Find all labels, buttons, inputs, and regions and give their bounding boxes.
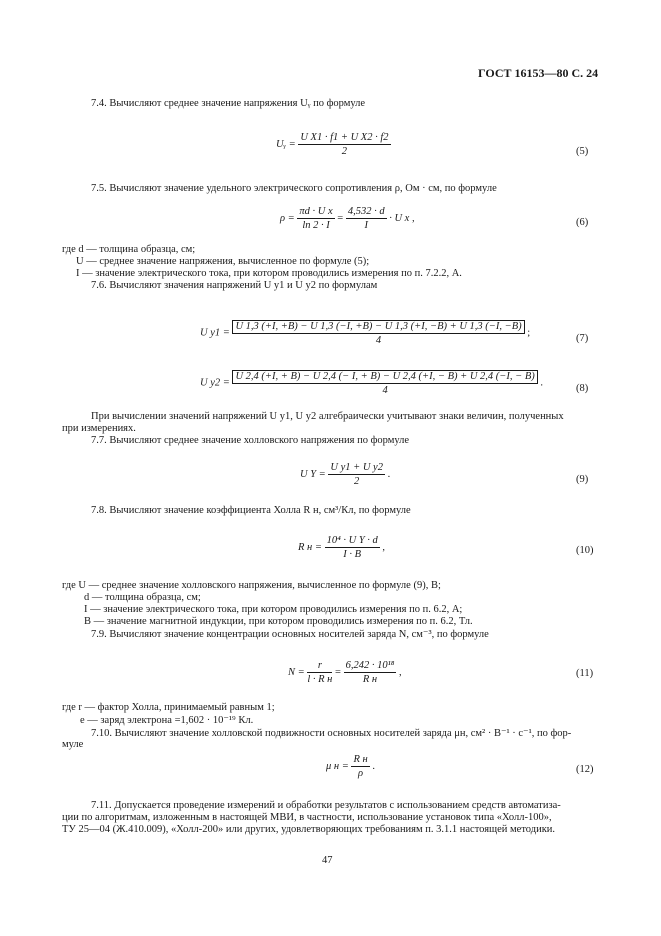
formula-8-denominator: 4 xyxy=(382,385,388,396)
formula-8-numerator: U 2,4 (+I, + B) − U 2,4 (− I, + B) − U 2,4 (+I, − B) + U 2,4 (−I, − B) xyxy=(232,370,537,384)
formula-9-denominator: 2 xyxy=(354,476,360,487)
paragraph-calc-line-1: При вычислении значений напряжений U y1, U y2 алгебраически учитывают знаки величин, полученных xyxy=(91,411,564,422)
paragraph-7-11-line-1: 7.11. Допускается проведение измерений и обработки результатов с использованием средств автоматиза- xyxy=(91,800,561,811)
equation-number-5: (5) xyxy=(576,146,589,157)
formula-9-numerator: U y1 + U y2 xyxy=(330,462,383,473)
where-list-2-line-3: I — значение электрического тока, при котором проводились измерения по п. 6.2, А; xyxy=(84,604,463,615)
page-number: 47 xyxy=(322,855,333,866)
page-header: ГОСТ 16153—80 С. 24 xyxy=(478,66,599,80)
formula-10-lhs: R н = xyxy=(298,541,322,553)
formula-12-numerator: R н xyxy=(353,754,368,765)
equation-number-6: (6) xyxy=(576,217,589,228)
formula-8-tail: . xyxy=(540,377,543,389)
where-list-3-line-1: где r — фактор Холла, принимаемый равным 1; xyxy=(62,702,275,713)
formula-6-denominator-2: I xyxy=(364,220,368,231)
paragraph-7-4: 7.4. Вычисляют среднее значение напряжения Uᵧ по формуле xyxy=(91,98,366,109)
formula-7-tail: ; xyxy=(527,327,531,339)
paragraph-7-10-line-1: 7.10. Вычисляют значение холловской подвижности основных носителей заряда μн, см² · В⁻¹ · с⁻¹, по фор- xyxy=(91,728,572,739)
formula-10-denominator: I · B xyxy=(343,549,362,560)
formula-10-numerator: 10⁴ · U Y · d xyxy=(326,535,378,546)
formula-6-fraction-2 xyxy=(346,206,387,231)
where-list-1-line-2: U — среднее значение напряжения, вычисленное по формуле (5); xyxy=(76,256,370,267)
formula-11-tail: , xyxy=(399,666,402,678)
formula-9-fraction xyxy=(328,462,385,487)
equation-number-9: (9) xyxy=(576,474,589,485)
formula-11 xyxy=(288,660,402,685)
equation-number-12: (12) xyxy=(576,764,594,775)
formula-6-tail: · U x , xyxy=(389,212,415,224)
equation-number-11: (11) xyxy=(576,668,594,679)
formula-11-fraction-2 xyxy=(344,660,397,685)
formula-12-tail: . xyxy=(372,760,375,772)
formula-12-fraction xyxy=(351,754,369,779)
formula-12 xyxy=(326,754,375,779)
formula-5-denominator: 2 xyxy=(341,146,348,157)
paragraph-7-11-line-3: ТУ 25—04 (Ж.410.009), «Холл-200» или других, удовлетворяющих требованиям п. 3.1.1 настоящей методики. xyxy=(62,824,556,835)
formula-7-denominator: 4 xyxy=(375,335,382,346)
where-list-2-line-4: B — значение магнитной индукции, при котором проводились измерения по п. 6.2, Тл. xyxy=(84,616,473,627)
formula-6-denominator-1: ln 2 · I xyxy=(302,220,330,231)
paragraph-7-9: 7.9. Вычисляют значение концентрации основных носителей заряда N, см⁻³, по формуле xyxy=(91,629,489,640)
formula-10-fraction xyxy=(325,535,380,560)
where-list-3-line-2: e — заряд электрона =1,602 · 10⁻¹⁹ Кл. xyxy=(80,715,254,726)
formula-9 xyxy=(300,462,390,487)
paragraph-7-10-line-2: муле xyxy=(62,739,84,750)
formula-6-numerator-1: πd · U x xyxy=(299,206,333,217)
where-list-2-line-1: где U — среднее значение холловского напряжения, вычисленное по формуле (9), В; xyxy=(62,580,441,591)
formula-11-denominator-1: l · R н xyxy=(307,674,333,685)
formula-6 xyxy=(280,206,415,231)
formula-8 xyxy=(200,370,543,396)
formula-12-lhs: μ н = xyxy=(326,760,349,772)
formula-6-equals: = xyxy=(337,212,344,224)
formula-9-tail: . xyxy=(387,468,391,480)
where-list-1-line-1: где d — толщина образца, см; xyxy=(62,244,196,255)
formula-8-fraction xyxy=(232,370,537,396)
formula-7-numerator: U 1,3 (+I, +B) − U 1,3 (−I, +B) − U 1,3 (+I, −B) + U 1,3 (−I, −B) xyxy=(232,320,524,334)
formula-5-lhs: Uᵧ = xyxy=(276,138,296,150)
formula-7 xyxy=(200,320,530,346)
equation-number-7: (7) xyxy=(576,333,589,344)
formula-10 xyxy=(298,535,385,560)
formula-5-fraction xyxy=(298,132,390,157)
paragraph-7-6: 7.6. Вычисляют значения напряжений U y1 и U y2 по формулам xyxy=(91,280,378,291)
formula-12-denominator: ρ xyxy=(358,768,364,779)
paragraph-7-5: 7.5. Вычисляют значение удельного электрического сопротивления ρ, Ом · см, по формуле xyxy=(91,183,497,194)
where-list-1-line-3: I — значение электрического тока, при котором проводились измерения по п. 7.2.2, А. xyxy=(76,268,462,279)
paragraph-7-11-line-2: ции по алгоритмам, изложенным в настоящей МВИ, в частности, использование установок типа «Холл-100», xyxy=(62,812,552,823)
formula-7-lhs: U y1 = xyxy=(200,327,230,339)
formula-5-numerator: U X1 · f1 + U X2 · f2 xyxy=(300,132,389,143)
formula-11-denominator-2: R н xyxy=(362,674,378,685)
formula-11-numerator-1: r xyxy=(307,660,332,673)
paragraph-calc-line-2: при измерениях. xyxy=(62,423,136,434)
formula-11-numerator-2: 6,242 · 10¹⁸ xyxy=(345,660,395,671)
equation-number-10: (10) xyxy=(576,545,594,556)
formula-8-lhs: U y2 = xyxy=(200,377,230,389)
equation-number-8: (8) xyxy=(576,383,589,394)
formula-7-fraction xyxy=(232,320,524,346)
formula-11-lhs: N = xyxy=(288,666,305,678)
formula-9-lhs: U Y = xyxy=(300,468,326,480)
formula-6-numerator-2: 4,532 · d xyxy=(347,206,385,217)
formula-10-tail: , xyxy=(382,541,386,553)
formula-11-equals: = xyxy=(335,666,341,678)
formula-11-fraction-1 xyxy=(307,660,332,685)
formula-6-fraction-1 xyxy=(297,206,334,231)
paragraph-7-8: 7.8. Вычисляют значение коэффициента Холла R н, см³/Кл, по формуле xyxy=(91,505,411,516)
paragraph-7-7: 7.7. Вычисляют среднее значение холловского напряжения по формуле xyxy=(91,435,410,446)
where-list-2-line-2: d — толщина образца, см; xyxy=(84,592,201,603)
formula-5 xyxy=(276,132,391,157)
formula-6-lhs: ρ = xyxy=(280,212,295,224)
